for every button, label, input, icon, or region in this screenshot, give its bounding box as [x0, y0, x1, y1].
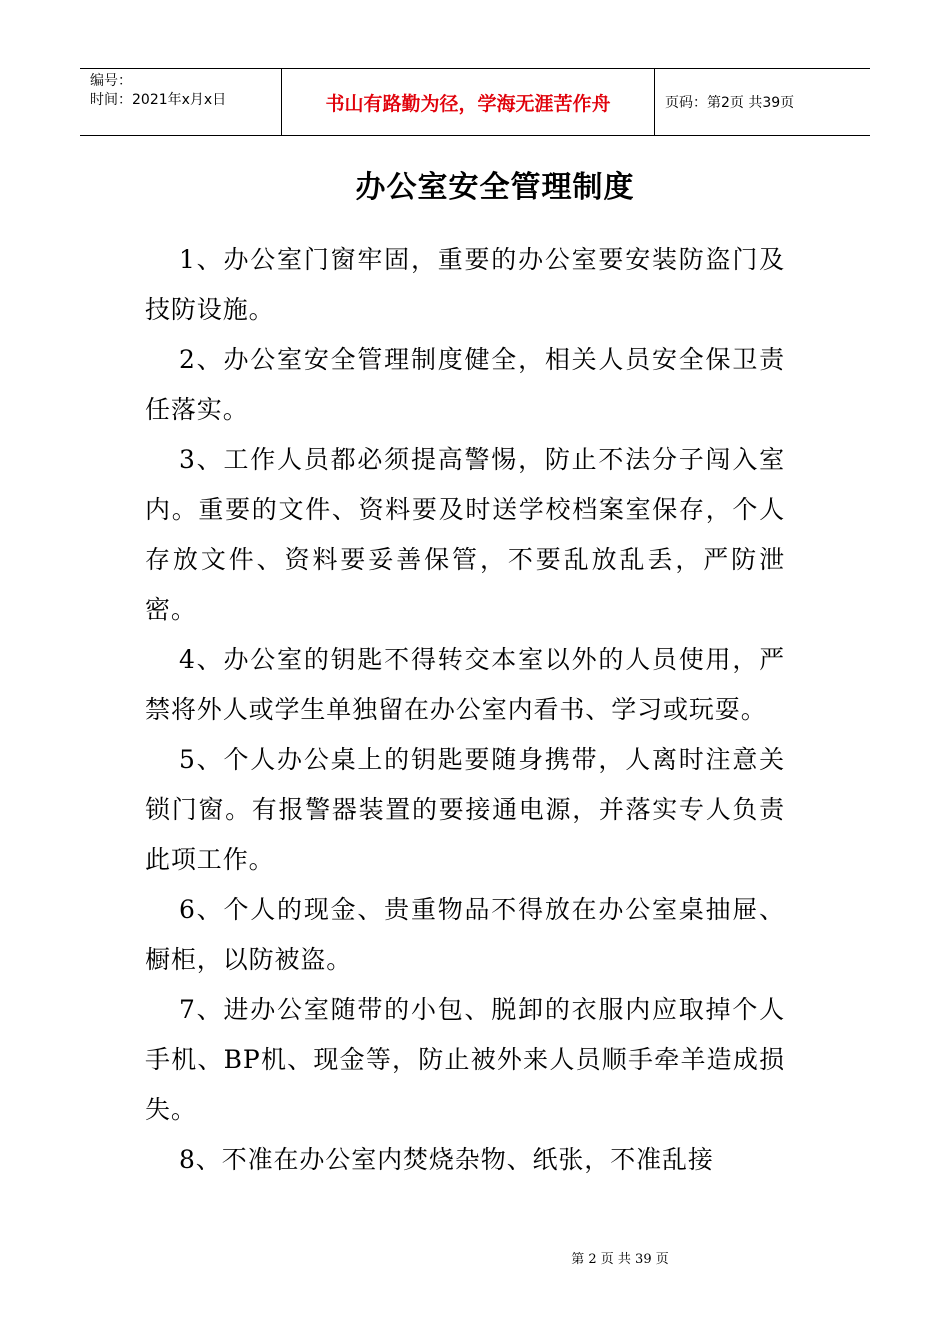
paragraph-1: 1、办公室门窗牢固，重要的办公室要安装防盗门及技防设施。: [145, 245, 785, 324]
document-body: [145, 235, 785, 1185]
page-header: [80, 68, 870, 136]
paragraph-4: 4、办公室的钥匙不得转交本室以外的人员使用，严禁将外人或学生单独留在办公室内看书、学习或玩耍。: [145, 645, 785, 724]
paragraph-6: 6、个人的现金、贵重物品不得放在办公室桌抽屉、橱柜，以防被盗。: [145, 895, 785, 974]
paragraph-3: 3、工作人员都必须提高警惕，防止不法分子闯入室内。重要的文件、资料要及时送学校档案室保存，个人存放文件、资料要妥善保管，不要乱放乱丢，严防泄密。: [145, 445, 785, 624]
header-time: 时间：2021年x月x日: [90, 92, 227, 108]
header-page-number: 页码：第2页 共39页: [665, 95, 795, 111]
paragraph-5: 5、个人办公桌上的钥匙要随身携带，人离时注意关锁门窗。有报警器装置的要接通电源，并落实专人负责此项工作。: [145, 745, 785, 874]
header-motto: 书山有路勤为径，学海无涯苦作舟: [282, 69, 655, 135]
page-footer: 第 2 页 共 39 页: [571, 1252, 669, 1267]
paragraph-8: 8、不准在办公室内焚烧杂物、纸张，不准乱接: [179, 1145, 714, 1174]
header-info-cell: [80, 69, 282, 135]
paragraph-2: 2、办公室安全管理制度健全，相关人员安全保卫责任落实。: [145, 345, 785, 424]
document-title: 办公室安全管理制度: [355, 170, 635, 205]
header-number: 编号：: [90, 73, 132, 89]
paragraph-7: 7、进办公室随带的小包、脱卸的衣服内应取掉个人手机、BP机、现金等，防止被外来人员顺手牵羊造成损失。: [145, 995, 785, 1124]
